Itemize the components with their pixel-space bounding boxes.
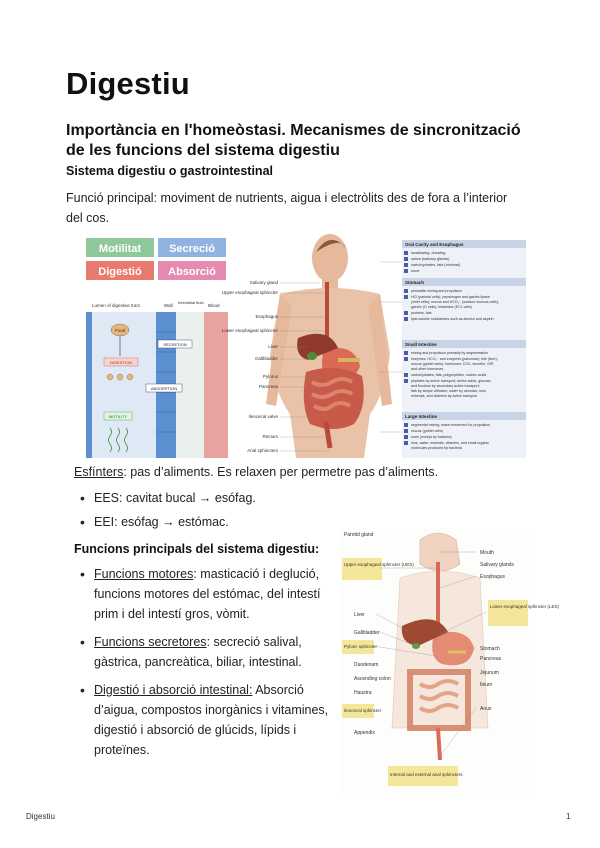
- fig2-label-stomach: Stomach: [480, 646, 500, 652]
- secretion-step: SECRETION: [163, 342, 187, 347]
- legend-line-1-5: lipid-soluble substances such as alcohol and aspirin: [411, 317, 494, 321]
- digestive-system-figure: [80, 232, 530, 458]
- body-label-10: Anal sphincters: [247, 448, 278, 453]
- absorption-step: ABSORPTION: [150, 386, 178, 391]
- page-subtitle: Importància en l'homeòstasi. Mecanismes de sincronització de les funcions del sistema digestiu: [66, 122, 521, 159]
- page-number: 1: [566, 812, 571, 821]
- legend-line-2-6: and fructose by secondary active transport;: [411, 384, 480, 388]
- human-body-illustration: [266, 234, 392, 458]
- page-title: Digestiu: [66, 66, 190, 101]
- legend-line-1-2: (chief cells); mucus and HCO₃⁻ (surface mucous cells);: [411, 300, 500, 304]
- legend-line-1-4: proteins, fats: [411, 311, 432, 315]
- fig2-label-ascending: Ascending colon: [354, 676, 391, 682]
- fig2-label-duodenum: Duodenum: [354, 662, 379, 668]
- body-label-7: Pancreas: [258, 384, 278, 389]
- legend-line-3-1: mucus (goblet cells): [411, 429, 443, 433]
- body-label-4: Liver: [268, 344, 278, 349]
- fig2-label-les: Lower esophageal sphincter (LES): [490, 604, 560, 609]
- legend-line-2-2: mucus (goblet cells); hormones: CCK, secretin, GIP,: [411, 362, 494, 366]
- section-heading: Sistema digestiu o gastrointestinal: [66, 164, 273, 178]
- legend-line-0-3: none: [411, 269, 420, 273]
- legend-title-3: Large Intestine: [405, 414, 438, 419]
- fig2-label-mouth: Mouth: [480, 550, 494, 556]
- legend-line-0-0: swallowing, chewing: [411, 251, 446, 255]
- body-label-5: Gallbladder: [254, 356, 278, 361]
- function-text: : secreció salival, gàstrica, pancreàtica, biliar, intestinal.: [94, 635, 302, 669]
- body-label-9: Rectum: [262, 434, 278, 439]
- fig2-label-liver: Liver: [354, 612, 365, 618]
- legend-line-2-7: fats by simple diffusion; water by osmosis; ions,: [411, 389, 487, 393]
- legend-line-3-4: molecules produced by bacteria: [411, 446, 462, 450]
- fig2-label-ileocecal: Ileocecal sphincter: [344, 708, 382, 713]
- legend-line-3-0: segmental mixing; mass movement for propulsion: [411, 423, 491, 427]
- sphincters-term: Esfínters: [74, 465, 124, 479]
- footer-title: Digestiu: [26, 812, 55, 821]
- body-label-2: Esophagus: [255, 314, 278, 319]
- blood-label: Blood: [208, 303, 220, 308]
- digestion-step: DIGESTION: [109, 360, 133, 365]
- fig2-label-pancreas: Pancreas: [480, 656, 502, 662]
- fig2-label-anal-sphincters: Internal and external anal sphincters: [390, 772, 463, 777]
- secrecio-label: Secreció: [169, 243, 215, 255]
- legend-line-2-4: carbohydrates, fats, polypeptides, nucleic acids: [411, 373, 487, 377]
- motilitat-label: Motilitat: [98, 243, 142, 255]
- sphincter-list-2: [76, 512, 229, 532]
- digestio-label: Digestió: [98, 266, 142, 278]
- body-label-6: Pylorus: [262, 374, 278, 379]
- fig2-label-salivary: Salivary glands: [480, 562, 514, 568]
- body-label-3: Lower esophageal sphincter: [221, 328, 278, 333]
- absorcio-label: Absorció: [168, 266, 216, 278]
- legend-line-2-3: and other hormones: [411, 367, 444, 371]
- food-label: Food: [114, 328, 126, 333]
- legend-line-1-1: HCl (parietal cells); pepsinogen and gastric lipase: [411, 295, 490, 299]
- lumen-label: Lumen of digestive tract: [92, 303, 140, 308]
- legend-line-2-8: minerals, and vitamins by active transport: [411, 394, 478, 398]
- motility-step: MOTILITY: [108, 414, 128, 419]
- fig2-label-gallbladder: Gallbladder: [354, 630, 380, 636]
- interstitial-label: Interstitial fluid: [178, 300, 204, 305]
- functions-heading: Funcions principals del sistema digestiu:: [74, 542, 320, 556]
- sphincter-ees: • EES: cavitat bucal → esófag.: [76, 488, 256, 508]
- sphincters-definition: : pas d’aliments. Es relaxen per permetre pas d’aliments.: [123, 465, 439, 479]
- fig2-label-anus: Anus: [480, 706, 492, 712]
- legend-title-2: Small Intestine: [405, 342, 437, 347]
- legend-line-0-1: saliva (salivary glands): [411, 257, 450, 261]
- legend-line-1-0: peristaltic mixing and propulsion: [411, 289, 463, 293]
- fig2-label-jejunum: Jejunum: [480, 670, 499, 676]
- intro-paragraph: Funció principal: moviment de nutrients, aigua i electròlits des de fora a l’interior del cos.: [66, 191, 508, 225]
- fig2-label-esophagus: Esophagus: [480, 574, 506, 580]
- gi-tract-labeled-figure: [340, 528, 560, 794]
- function-label: Funcions secretores: [94, 635, 207, 649]
- legend-panel: [380, 240, 526, 458]
- sphincter-list-1: [76, 488, 256, 508]
- body-label-0: Salivary gland: [249, 280, 278, 285]
- function-text: Absorció d’aigua, compostos inorgànics i vitamines, digestió i absorció de glúcids, lípids i proteïnes.: [94, 683, 329, 757]
- legend-line-1-3: gastrin (G cells); histamine (ECL cells): [411, 305, 472, 309]
- legend-title-1: Stomach: [405, 280, 425, 285]
- legend-line-3-3: ions, water, minerals, vitamins, and small organic: [411, 441, 490, 445]
- fig2-label-ileum: Ileum: [480, 682, 493, 688]
- legend-line-2-1: enzymes, HCO₃⁻ and enzymes (pancreas); bile (liver);: [411, 357, 498, 361]
- legend-title-0: Oral Cavity and Esophagus: [405, 242, 464, 247]
- functions-list: [76, 564, 331, 768]
- fig2-label-pyloric: Pyloric sphincter: [344, 644, 378, 649]
- fig2-label-ues: Upper esophageal sphincter (UES): [344, 562, 414, 567]
- body-label-8: Ileocecal valve: [248, 414, 278, 419]
- fig2-label-haustra: Haustra: [354, 690, 372, 696]
- legend-line-2-5: peptides by active transport; amino acids, glucose,: [411, 379, 492, 383]
- function-text: : masticació i deglució, funcions motores del estómac, del intestí prim i del intestí gros, vòmit.: [94, 567, 321, 621]
- function-label: Funcions motores: [94, 567, 194, 581]
- sphincter-eei: • EEI: esófag → estómac.: [76, 512, 229, 532]
- fig2-label-appendix: Appendix: [354, 730, 375, 736]
- tract-diagram: [86, 300, 228, 458]
- function-item-motor: [76, 564, 331, 624]
- fig2-label-parotid: Parotid gland: [344, 532, 374, 538]
- wall-label: Wall: [164, 303, 173, 308]
- legend-line-2-0: mixing and propulsion primarily by segmentation: [411, 351, 488, 355]
- function-item-digestion: [76, 680, 331, 760]
- body-label-1: Upper esophageal sphincter: [221, 290, 278, 295]
- function-label: Digestió i absorció intestinal:: [94, 683, 253, 697]
- function-item-secretory: [76, 632, 331, 672]
- legend-line-0-2: carbohydrates, fats (minimal): [411, 263, 460, 267]
- legend-line-3-2: none (except by bacteria): [411, 435, 452, 439]
- sphincters-line: [74, 465, 438, 479]
